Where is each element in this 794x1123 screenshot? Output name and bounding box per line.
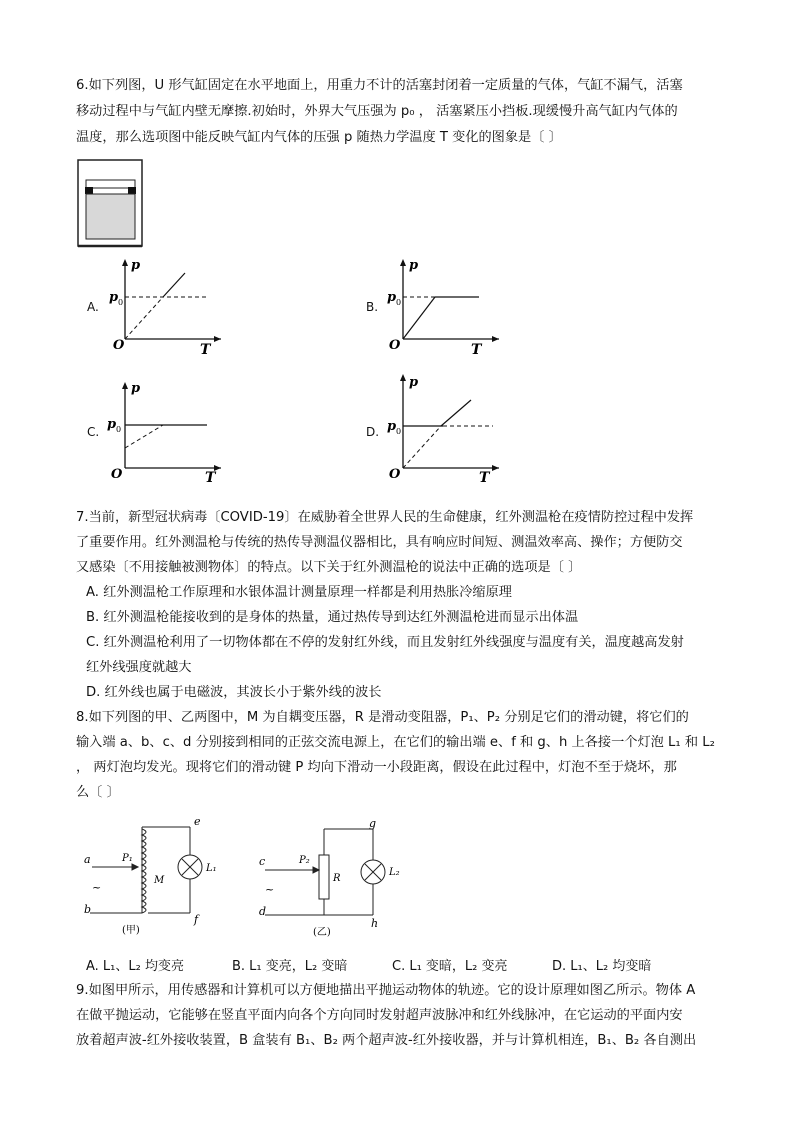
svg-text:h: h: [371, 917, 379, 930]
svg-text:0: 0: [396, 298, 402, 307]
svg-text:a: a: [84, 853, 91, 866]
svg-text:c: c: [259, 855, 266, 868]
svg-text:P₂: P₂: [299, 855, 310, 866]
q7-option-a: A. 红外测温枪工作原理和水银体温计测量原理一样都是利用热胀冷缩原理: [86, 585, 512, 600]
graph-a: [105, 255, 225, 355]
axis-T: T: [200, 342, 211, 355]
q7-option-c-cont: 红外线强度就越大: [86, 660, 192, 675]
svg-text:L₁: L₁: [206, 863, 217, 874]
p0-label: p: [109, 290, 119, 305]
svg-text:R: R: [333, 873, 341, 884]
q9-line-3: 放着超声波-红外接收装置，B 盒装有 B₁、B₂ 两个超声波-红外接收器，并与计算机相连，B₁、B₂ 各自测出: [76, 1033, 697, 1048]
svg-text:p: p: [387, 419, 397, 434]
circuit-jia: [82, 815, 232, 940]
q7-option-b: B. 红外测温枪能接收到的是身体的热量，通过热传导到达红外测温枪进而显示出体温: [86, 610, 579, 625]
svg-text:~: ~: [92, 881, 102, 894]
svg-text:p: p: [387, 290, 397, 305]
q6-option-c-label: C.: [87, 425, 100, 439]
q7-option-c: C. 红外测温枪利用了一切物体都在不停的发射红外线，而且发射红外线强度与温度有关，温度越高发射: [86, 635, 684, 650]
svg-text:(甲): (甲): [122, 925, 140, 936]
svg-text:0: 0: [396, 427, 402, 436]
svg-text:0: 0: [118, 298, 124, 307]
q8-line-3: ， 两灯泡均发光。现将它们的滑动键 P 均向下滑动一小段距离，假设在此过程中，灯泡不至于烧坏，那: [76, 760, 677, 775]
q8-option-c: C. L₁ 变暗，L₂ 变亮: [392, 959, 508, 974]
gas: [86, 194, 135, 239]
svg-text:~: ~: [265, 883, 275, 896]
stopper-left: [85, 187, 93, 194]
svg-text:0: 0: [116, 425, 122, 434]
svg-text:T: T: [471, 342, 482, 355]
svg-text:p: p: [107, 417, 117, 432]
svg-text:T: T: [479, 470, 490, 482]
q9-line-2: 在做平抛运动，它能够在竖直平面内向各个方向同时发射超声波脉冲和红外线脉冲，在它运动的平面内安: [76, 1008, 683, 1023]
q6-line-3: 温度，那么选项图中能反映气缸内气体的压强 p 随热力学温度 T 变化的图象是〔 〕: [76, 130, 562, 145]
graph-d: [383, 370, 503, 482]
q6-option-b-label: B.: [366, 300, 379, 314]
svg-text:O: O: [111, 467, 123, 482]
svg-text:P₁: P₁: [122, 853, 133, 864]
svg-text:p: p: [409, 375, 419, 390]
origin: O: [113, 338, 125, 353]
graph-b: [383, 255, 503, 355]
svg-text:(乙): (乙): [313, 927, 331, 938]
q8-line-4: 么〔 〕: [76, 785, 120, 800]
cylinder-figure: [76, 158, 146, 248]
stopper-right: [128, 187, 136, 194]
q8-option-d: D. L₁、L₂ 均变暗: [552, 959, 652, 974]
q8-line-1: 8.如下列图的甲、乙两图中，M 为自耦变压器，R 是滑动变阻器，P₁、P₂ 分别足它们的滑动键，将它们的: [76, 710, 689, 725]
graph-c: [105, 378, 225, 483]
svg-text:b: b: [84, 903, 92, 916]
q6-option-a-label: A.: [87, 300, 99, 314]
q7-line-1: 7.当前，新型冠状病毒〔COVID-19〕在威胁着全世界人民的生命健康，红外测温枪在疫情防控过程中发挥: [76, 510, 694, 525]
q8-option-b: B. L₁ 变亮，L₂ 变暗: [232, 959, 348, 974]
svg-text:T: T: [205, 470, 216, 483]
circuit-yi: [255, 815, 405, 940]
svg-text:p: p: [409, 258, 419, 273]
svg-text:M: M: [154, 875, 165, 886]
q7-line-3: 又感染〔不用接触被测物体〕的特点。以下关于红外测温枪的说法中正确的选项是〔 〕: [76, 560, 582, 575]
svg-text:e: e: [194, 815, 201, 828]
svg-text:p: p: [131, 381, 141, 396]
svg-text:g: g: [369, 817, 377, 830]
q6-line-1: 6.如下列图，U 形气缸固定在水平地面上，用重力不计的活塞封闭着一定质量的气体，气缸不漏气，活塞: [76, 78, 683, 93]
piston: [86, 180, 135, 188]
q7-option-d: D. 红外线也属于电磁波，其波长小于紫外线的波长: [86, 685, 382, 700]
svg-text:O: O: [389, 467, 401, 482]
q6-option-d-label: D.: [366, 425, 380, 439]
axis-p: p: [131, 258, 141, 273]
q6-line-2: 移动过程中与气缸内壁无摩擦.初始时，外界大气压强为 p₀ ， 活塞紧压小挡板.现缓慢升高气缸内气体的: [76, 104, 678, 119]
svg-text:L₂: L₂: [389, 867, 400, 878]
svg-text:f: f: [194, 913, 199, 926]
q9-line-1: 9.如图甲所示，用传感器和计算机可以方便地描出平抛运动物体的轨迹。它的设计原理如图乙所示。物体 A: [76, 983, 696, 998]
q8-line-2: 输入端 a、b、c、d 分别接到相同的正弦交流电源上，在它们的输出端 e、f 和 g、h 上各接一个灯泡 L₁ 和 L₂: [76, 735, 715, 750]
q8-option-a: A. L₁、L₂ 均变亮: [86, 959, 184, 974]
svg-text:d: d: [259, 905, 267, 918]
q7-line-2: 了重要作用。红外测温枪与传统的热传导测温仪器相比，具有响应时间短、测温效率高、操作；方便防交: [76, 535, 683, 550]
svg-text:O: O: [389, 338, 401, 353]
